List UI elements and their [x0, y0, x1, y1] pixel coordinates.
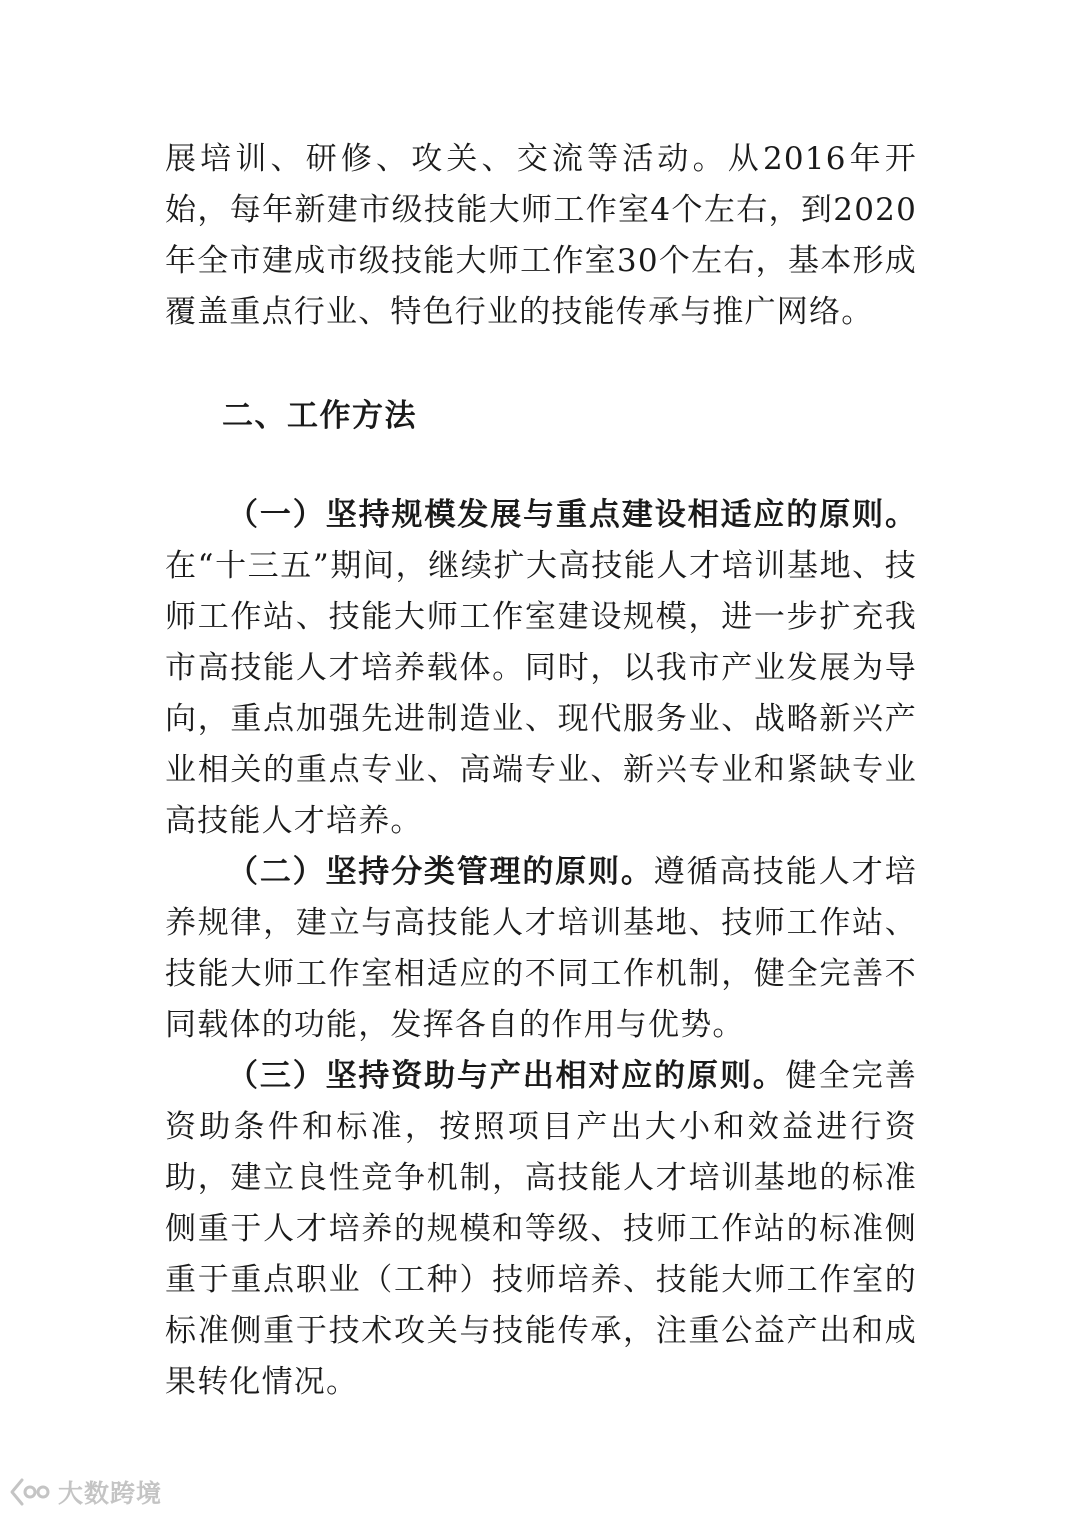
principle-title-2: （二）坚持分类管理的原则。 — [227, 854, 654, 890]
principle-paragraph-3 — [165, 1051, 917, 1408]
principle-title-3: （三）坚持资助与产出相对应的原则。 — [227, 1058, 786, 1094]
brand-logo-icon — [8, 1477, 52, 1507]
principle-body-1: 在“十三五”期间，继续扩大高技能人才培训基地、技师工作站、技能大师工作室建设规模，进一步扩充我市高技能人才培养载体。同时，以我市产业发展为导向，重点加强先进制造业、现代服务业、战略新兴产业相关的重点专业、高端专业、新兴专业和紧缺专业高技能人才培养。 — [165, 548, 917, 839]
principle-body-2: 遵循高技能人才培养规律，建立与高技能人才培训基地、技师工作站、技能大师工作室相适应的不同工作机制，健全完善不同载体的功能，发挥各自的作用与优势。 — [165, 854, 917, 1043]
intro-text: 展培训、研修、攻关、交流等活动。从2016年开始，每年新建市级技能大师工作室4个左右，到2020年全市建成市级技能大师工作室30个左右，基本形成覆盖重点行业、特色行业的技能传承与推广网络。 — [165, 141, 917, 330]
watermark-text: 大数跨境 — [58, 1479, 163, 1508]
intro-paragraph — [165, 134, 917, 338]
principle-paragraph-1 — [165, 490, 917, 847]
principle-title-1: （一）坚持规模发展与重点建设相适应的原则。 — [227, 497, 917, 533]
principle-paragraph-2 — [165, 847, 917, 1051]
principle-body-3: 健全完善资助条件和标准，按照项目产出大小和效益进行资助，建立良性竞争机制，高技能人才培训基地的标准侧重于人才培养的规模和等级、技师工作站的标准侧重于重点职业（工种）技师培养、技能大师工作室的标准侧重于技术攻关与技能传承，注重公益产出和成果转化情况。 — [165, 1058, 917, 1400]
watermark — [8, 1472, 162, 1512]
principles-list — [165, 490, 917, 1408]
section-heading: 二、工作方法 — [222, 398, 417, 434]
